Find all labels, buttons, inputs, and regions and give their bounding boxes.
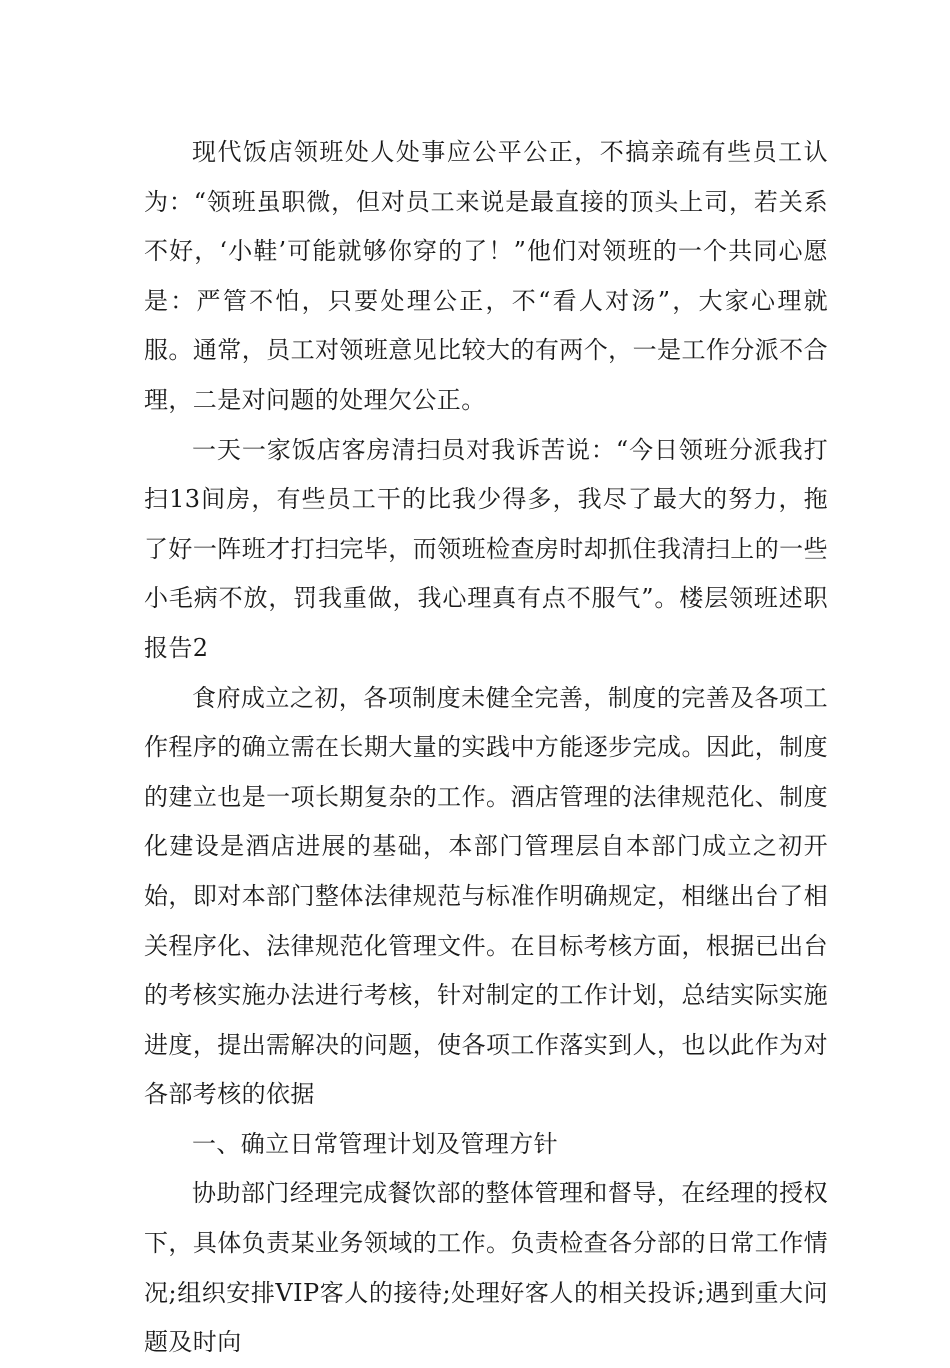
paragraph-system-building: 食府成立之初，各项制度未健全完善，制度的完善及各项工作程序的确立需在长期大量的实践中方能逐步完成。因此，制度的建立也是一项长期复杂的工作。酒店管理的法律规范化、制度化建设是酒店进展的基础，本部门管理层自本部门成立之初开始，即对本部门整体法律规范与标准作明确规定，相继出台了相关程序化、法律规范化管理文件。在目标考核方面，根据已出台的考核实施办法进行考核，针对制定的工作计划，总结实际实施进度，提出需解决的问题，使各项工作落实到人，也以此作为对各部考核的依据 <box>144 683 828 1109</box>
paragraph-cleaner-complaint: 一天一家饭店客房清扫员对我诉苦说：“今日领班分派我打扫13间房，有些员工干的比我少得多，我尽了最大的努力，拖了好一阵班才打扫完毕，而领班检查房时却抓住我清扫上的一些小毛病不放，罚我重做，我心理真有点不服气”。楼层领班述职报告2 <box>144 435 828 662</box>
document-body <box>144 128 828 1368</box>
paragraph-assist-manager: 协助部门经理完成餐饮部的整体管理和督导，在经理的授权下，具体负责某业务领域的工作。负责检查各分部的日常工作情况;组织安排VIP客人的接待;处理好客人的相关投诉;遇到重大问题及时向 <box>144 1179 828 1357</box>
section-heading-daily-management: 一、确立日常管理计划及管理方针 <box>192 1129 558 1158</box>
paragraph-fairness: 现代饭店领班处人处事应公平公正，不搞亲疏有些员工认为：“领班虽职微，但对员工来说是最直接的顶头上司，若关系不好，‘小鞋’可能就够你穿的了！”他们对领班的一个共同心愿是：严管不怕，只要处理公正，不“看人对汤”，大家心理就服。通常，员工对领班意见比较大的有两个，一是工作分派不合理，二是对问题的处理欠公正。 <box>144 138 828 414</box>
